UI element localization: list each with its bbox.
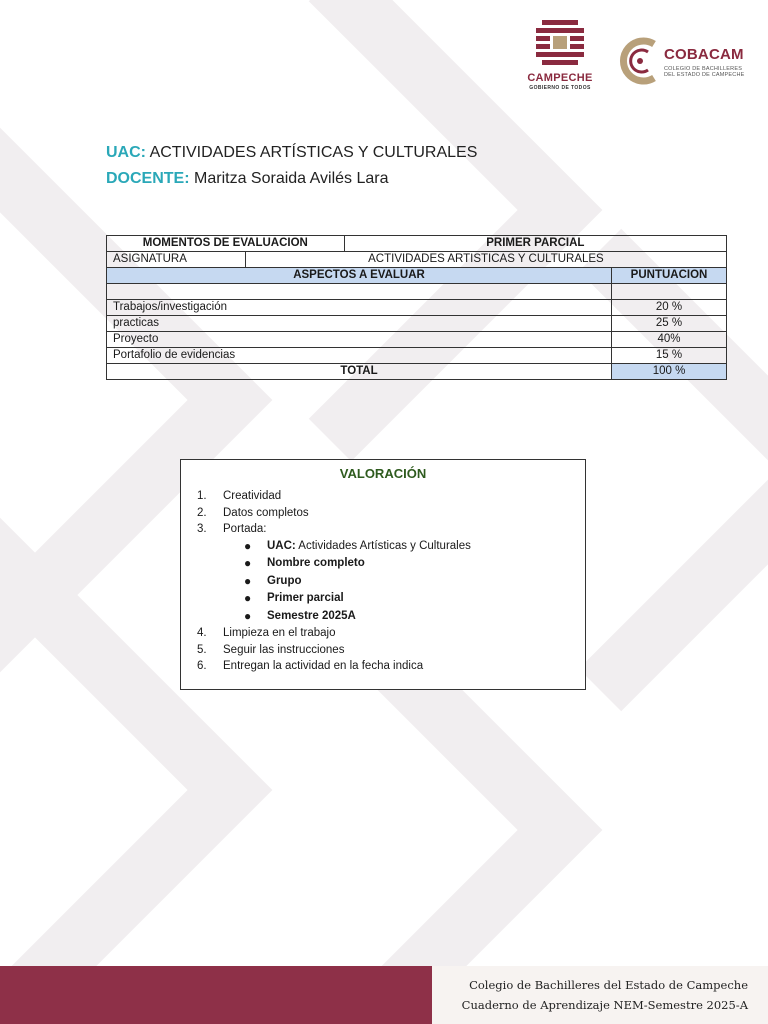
list-item	[197, 573, 471, 591]
uac-line	[106, 144, 477, 162]
total-value: 100 %	[612, 364, 727, 380]
list-text: Creatividad	[223, 490, 282, 502]
campeche-logo	[520, 14, 600, 94]
bullet-icon: ●	[244, 556, 252, 570]
list-text: Limpieza en el trabajo	[223, 627, 336, 639]
list-text: Portada:	[223, 523, 267, 535]
table-row	[107, 236, 727, 252]
portada-parcial: Primer parcial	[267, 592, 344, 604]
momentos-header: MOMENTOS DE EVALUACION	[107, 236, 345, 252]
footer-color-bar	[0, 966, 432, 1024]
footer-line1: Colegio de Bachilleres del Estado de Campeche	[469, 978, 748, 992]
valoracion-title: VALORACIÓN	[339, 466, 427, 481]
list-item	[197, 625, 471, 642]
list-number: 1.	[197, 490, 207, 502]
valoracion-box	[180, 459, 586, 690]
list-item	[197, 521, 471, 625]
list-text: Datos completos	[223, 506, 309, 519]
aspecto-cell: Proyecto	[107, 332, 612, 348]
aspecto-cell: Portafolio de evidencias	[107, 348, 612, 364]
aspectos-header: ASPECTOS A EVALUAR	[107, 268, 612, 284]
table-row	[107, 284, 727, 300]
valoracion-list	[197, 488, 471, 675]
list-number: 5.	[197, 643, 207, 656]
table-row	[107, 300, 727, 316]
table-row	[107, 348, 727, 364]
list-item	[197, 505, 471, 522]
cobacam-emblem-icon	[618, 36, 662, 86]
list-number: 4.	[197, 627, 207, 639]
puntos-cell: 15 %	[612, 348, 727, 364]
parcial-header: PRIMER PARCIAL	[344, 236, 726, 252]
list-number: 2.	[197, 506, 207, 519]
portada-semestre: Semestre 2025A	[267, 609, 356, 622]
table-row	[107, 332, 727, 348]
puntos-cell: 25 %	[612, 316, 727, 332]
evaluation-table	[106, 235, 727, 380]
uac-value: ACTIVIDADES ARTÍSTICAS Y CULTURALES	[149, 144, 478, 161]
table-row	[107, 252, 727, 268]
table-row	[107, 268, 727, 284]
docente-value: Maritza Soraida Avilés Lara	[194, 170, 389, 187]
portada-grupo: Grupo	[267, 574, 302, 587]
bullet-icon: ●	[244, 608, 252, 623]
footer-line2: Cuaderno de Aprendizaje NEM-Semestre 2025-A	[461, 998, 748, 1012]
list-text: Seguir las instrucciones	[223, 643, 345, 656]
total-label: TOTAL	[107, 364, 612, 380]
campeche-logo-subtext: GOBIERNO DE TODOS	[529, 85, 591, 91]
list-item	[197, 658, 471, 675]
cobacam-logo	[618, 36, 758, 86]
list-number: 6.	[197, 660, 207, 672]
empty-cell	[612, 284, 727, 300]
list-text: Entregan la actividad en la fecha indica	[223, 660, 424, 672]
portada-sublist	[197, 538, 471, 626]
puntos-cell: 40%	[612, 332, 727, 348]
bullet-icon: ●	[244, 591, 252, 605]
table-row	[107, 316, 727, 332]
list-item	[197, 488, 471, 505]
list-item	[197, 555, 471, 573]
aspecto-cell: practicas	[107, 316, 612, 332]
footer	[432, 966, 768, 1024]
portada-nombre: Nombre completo	[267, 557, 365, 569]
asignatura-value: ACTIVIDADES ARTISTICAS Y CULTURALES	[245, 252, 726, 268]
cobacam-logo-text: COBACAM	[664, 46, 744, 63]
list-item	[197, 642, 471, 659]
portada-uac-value: Actividades Artísticas y Culturales	[295, 539, 471, 552]
asignatura-label: ASIGNATURA	[107, 252, 246, 268]
cobacam-sub-line1: COLEGIO DE BACHILLERES	[664, 66, 743, 72]
uac-label: UAC:	[106, 144, 146, 161]
table-row	[107, 364, 727, 380]
cobacam-sub-line2: DEL ESTADO DE CAMPECHE	[664, 72, 745, 78]
portada-uac-label: UAC:	[267, 539, 296, 552]
list-number: 3.	[197, 523, 207, 535]
puntuacion-header: PUNTUACION	[612, 268, 727, 284]
list-item	[197, 608, 471, 626]
bullet-icon: ●	[244, 538, 252, 553]
list-item	[197, 590, 471, 608]
puntos-cell: 20 %	[612, 300, 727, 316]
empty-cell	[107, 284, 612, 300]
aspecto-cell: Trabajos/investigación	[107, 300, 612, 316]
docente-line	[106, 170, 388, 188]
campeche-emblem-icon	[520, 14, 600, 72]
campeche-logo-text: CAMPECHE	[527, 72, 593, 84]
bullet-icon: ●	[244, 573, 252, 588]
docente-label: DOCENTE:	[106, 170, 190, 187]
list-item	[197, 538, 471, 556]
